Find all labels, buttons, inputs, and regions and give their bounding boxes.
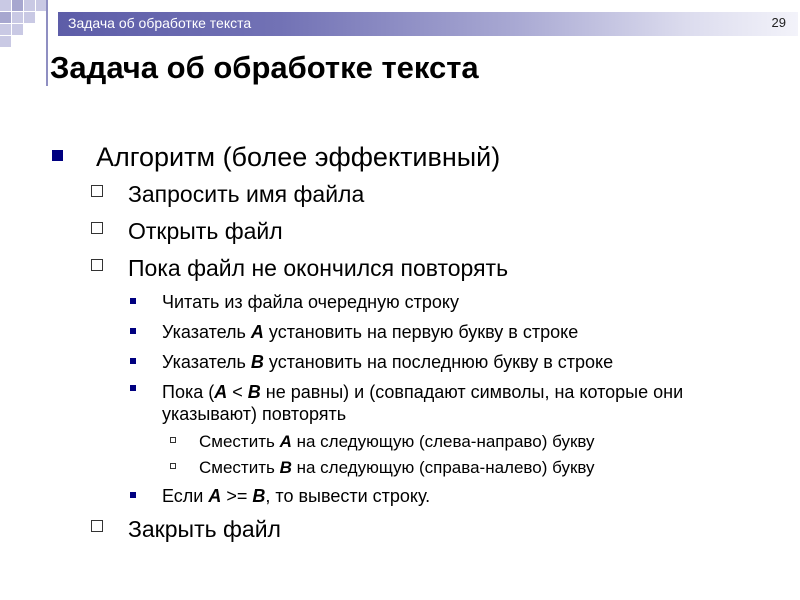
list-item-text: установить на первую букву в строке (263, 322, 579, 342)
list-item-text: Пока ( (162, 382, 215, 402)
list-item-text: Алгоритм (более эффективный) (96, 142, 501, 172)
list-item-text: не равны) и (совпадают символы, на которые они указывают) повторять (162, 382, 684, 424)
list-item-step (0, 511, 800, 548)
hollow-square-bullet-icon (91, 185, 103, 197)
variable-name: A (214, 382, 228, 402)
tiny-hollow-square-bullet-icon (170, 437, 176, 443)
tiny-hollow-square-bullet-icon (170, 463, 176, 469)
list-item-substep (0, 287, 800, 317)
square-bullet-icon (52, 150, 63, 161)
variable-name: A (279, 432, 292, 451)
list-item-text: Сместить (199, 432, 280, 451)
list-item-step (0, 213, 800, 250)
hollow-square-bullet-icon (91, 520, 103, 532)
deco-square (12, 24, 23, 35)
header-bar (58, 12, 798, 36)
deco-square (24, 0, 35, 11)
list-item-text: Запросить имя файла (128, 181, 365, 207)
variable-name: B (279, 458, 292, 477)
list-item-text: установить на последнюю букву в строке (263, 352, 614, 372)
slide-body (0, 138, 800, 548)
deco-square (24, 12, 35, 23)
hollow-square-bullet-icon (91, 222, 103, 234)
list-item-text: Сместить (199, 458, 280, 477)
header-vertical-line (46, 0, 48, 86)
variable-name: B (247, 382, 261, 402)
list-item-text: Читать из файла очередную строку (162, 292, 459, 312)
slide-title: Задача об обработке текста (50, 50, 479, 85)
list-item-text: Указатель (162, 352, 251, 372)
variable-name: B (252, 486, 266, 506)
deco-square (12, 12, 23, 23)
list-item-subsubstep (0, 455, 800, 481)
list-item-text: , то вывести строку. (265, 486, 431, 506)
deco-square (0, 12, 11, 23)
small-square-bullet-icon (130, 492, 136, 498)
header-decoration (0, 0, 60, 50)
list-item-step (0, 250, 800, 287)
small-square-bullet-icon (130, 358, 136, 364)
small-square-bullet-icon (130, 385, 136, 391)
list-item-text: < (227, 382, 248, 402)
deco-square (0, 36, 11, 47)
list-item-subsubstep (0, 429, 800, 455)
deco-square (0, 0, 11, 11)
list-item-text: Если (162, 486, 209, 506)
variable-name: A (208, 486, 222, 506)
list-item-substep (0, 317, 800, 347)
list-item-text: >= (221, 486, 253, 506)
list-item-step (0, 176, 800, 213)
variable-name: B (250, 352, 264, 372)
deco-square (0, 24, 11, 35)
deco-square (12, 0, 23, 11)
list-item-substep (0, 377, 697, 429)
small-square-bullet-icon (130, 298, 136, 304)
variable-name: A (250, 322, 264, 342)
list-item-text: Закрыть файл (128, 516, 281, 542)
header-title: Задача об обработке текста (68, 15, 252, 31)
list-item-text: на следующую (слева-направо) букву (291, 432, 595, 451)
list-item-algorithm (0, 138, 800, 176)
list-item-text: на следующую (справа-налево) букву (291, 458, 595, 477)
small-square-bullet-icon (130, 328, 136, 334)
slide-number: 29 (771, 15, 786, 30)
hollow-square-bullet-icon (91, 259, 103, 271)
list-item-text: Пока файл не окончился повторять (128, 255, 509, 281)
list-item-text: Открыть файл (128, 218, 283, 244)
list-item-text: Указатель (162, 322, 251, 342)
list-item-substep (0, 347, 800, 377)
list-item-substep (0, 481, 800, 511)
